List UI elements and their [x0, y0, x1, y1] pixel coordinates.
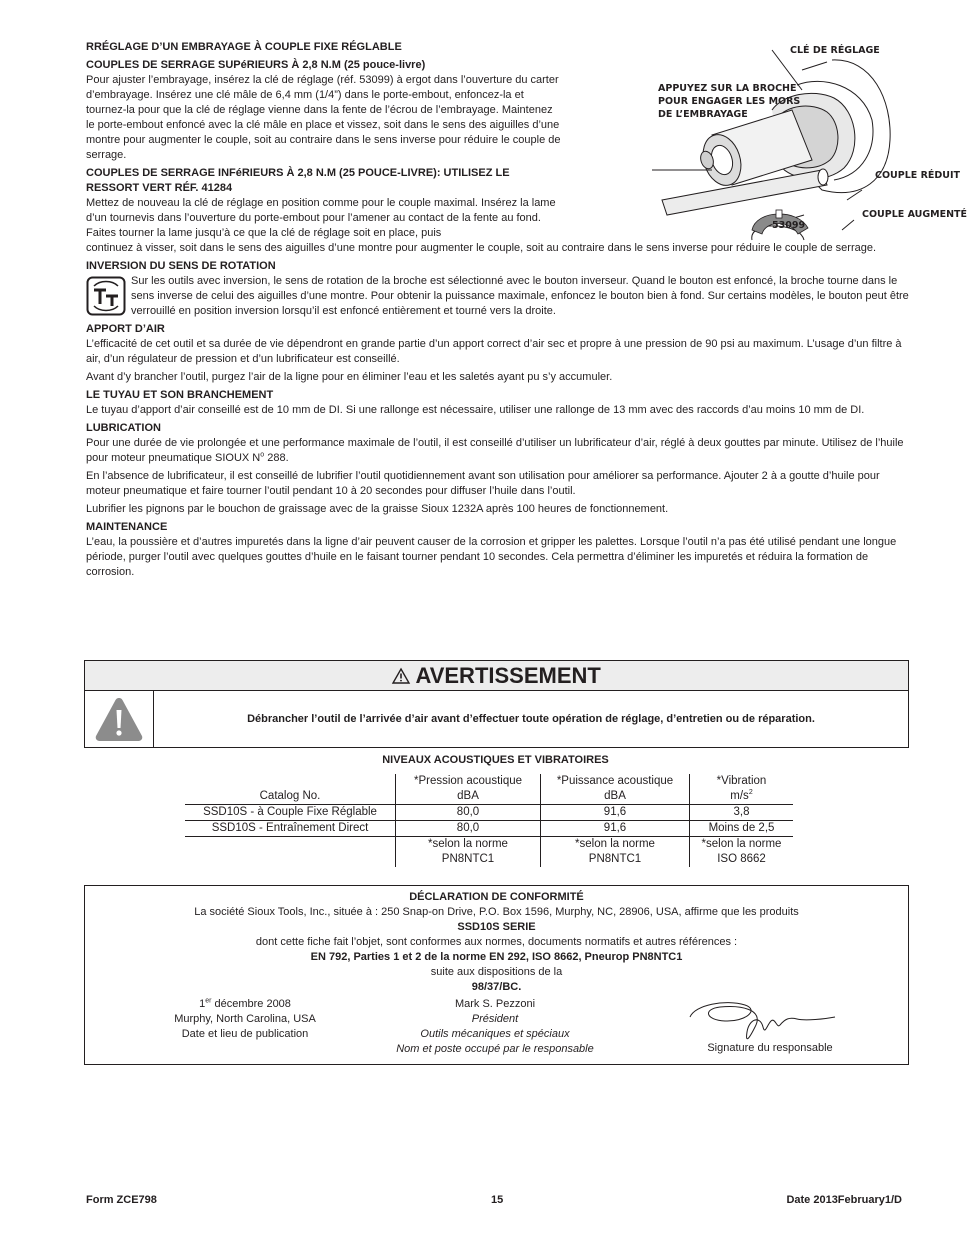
- table-row: [185, 805, 793, 821]
- date-place-column: [140, 997, 350, 1042]
- hose-paragraph: Le tuyau d’apport d’air conseillé est de 10 mm de DI. Si une rallonge est nécessaire, utiliser une rallonge de 13 mm avec des raccords d’au moins 10 mm de DI.: [86, 404, 865, 416]
- responsible-label: Nom et poste occupé par le responsable: [396, 1043, 594, 1055]
- header-catalog: Catalog No.: [259, 790, 321, 802]
- adjust-subtitle-low: COUPLES DE SERRAGE INFéRIEURS À 2,8 N.M (25 POUCE-LIVRE): UTILISEZ LE RESSORT VERT RÉF. 41284: [86, 167, 510, 194]
- declaration-product: SSD10S SERIE: [457, 921, 536, 933]
- table-cell: SSD10S - à Couple Fixe Réglable: [185, 805, 396, 821]
- table-cell: *selon la norme ISO 8662: [690, 837, 794, 868]
- issue-date: 1er décembre 2008: [199, 997, 291, 1010]
- air-paragraph-1: L’efficacité de cet outil et sa durée de vie dépendront en grande partie d’un apport correct d’air sec et propre à une pression de 90 psi au maximum. L’usage d’un filtre à air, d’un régulateur de pression et d’un lubrificateur est conseillé.: [86, 338, 902, 365]
- declaration-line-3: dont cette fiche fait l’objet, sont conformes aux normes, documents normatifs et autres références :: [255, 936, 738, 948]
- norms-row: [185, 837, 793, 868]
- clutch-diagram: [572, 40, 968, 240]
- adjust-subtitle-high: COUPLES DE SERRAGE SUPéRIEURS À 2,8 N.M (25 pouce-livre): [86, 59, 426, 71]
- date-place-label: Date et lieu de publication: [181, 1028, 309, 1040]
- lubrication-paragraph-2: En l’absence de lubrificateur, il est conseillé de lubrifier l’outil quotidiennement avant son utilisation pour améliorer sa performance. Ajouter 2 à a goutte d’huile pour moteur pneumatique et faire tourner l’outil pendant 10 à 20 secondes pour diffuser l’huile dans l’outil.: [86, 470, 880, 497]
- responsible-name: Mark S. Pezzoni: [454, 998, 536, 1010]
- reversing-title: INVERSION DU SENS DE ROTATION: [86, 260, 276, 272]
- warning-header: [85, 661, 908, 691]
- declaration-title: DÉCLARATION DE CONFORMITÉ: [409, 891, 584, 903]
- reversing-section: [86, 259, 909, 319]
- diagram-part-number: 53099: [772, 220, 806, 231]
- reversing-text: Sur les outils avec inversion, le sens de rotation de la broche est sélectionné avec le bouton inverseur. Quand le bouton est enfoncé, la broche tourne dans le sens inverse de celui des aiguilles d’une montre. Pour obtenir la puissance maximale, enfoncez le bouton bien à fond. Sur certains modèles, le bouton peut être verrouillé en position inversion lorsqu’il est enfoncé entièrement et tourné vers la droite.: [131, 275, 909, 317]
- responsible-role: Président: [471, 1013, 519, 1025]
- lubrication-section: [86, 421, 909, 517]
- table-cell: Moins de 2,5: [690, 821, 794, 837]
- handwritten-signature: [685, 997, 855, 1047]
- declaration-directive: 98/37/BC.: [471, 981, 522, 993]
- adjust-paragraph-high: Pour ajuster l’embrayage, insérez la clé de réglage (réf. 53099) à ergot dans l’ouverture du carter d’embrayage. Insérez une clé mâle de 6,4 mm (1/4”) dans le porte-embout, enfoncez-la et tournez-la pour que la clé de réglage vienne dans la fente de l’écrou de l’embrayage. Maintenez le porte-embout enfoncé avec la clé mâle en place et vissez, soit dans le sens des aiguilles d’une montre pour augmenter le couple, soit au contraire dans le sens inverse pour réduire le couple de serrage.: [86, 74, 561, 161]
- signature-label: Signature du responsable: [707, 1042, 833, 1054]
- main-content: [86, 40, 968, 583]
- acoustic-table: [185, 774, 793, 867]
- header-pressure: *Pression acoustique dBA: [396, 774, 541, 805]
- diagram-increased-label: COUPLE AUGMENTÉ: [862, 209, 968, 220]
- lubrication-title: LUBRICATION: [86, 422, 161, 434]
- air-paragraph-2: Avant d’y brancher l’outil, purgez l’air de la ligne pour en éliminer l’eau et les saletés ayant pu s’y accumuler.: [86, 371, 613, 383]
- table-cell: [185, 837, 396, 868]
- clutch-illustration: [572, 40, 912, 240]
- declaration-line-5: suite aux dispositions de la: [430, 966, 563, 978]
- table-cell: 91,6: [541, 821, 690, 837]
- hose-section: [86, 388, 909, 418]
- diagram-push-label: APPUYEZ SUR LA BROCHE POUR ENGAGER LES MORS DE L’EMBRAYAGE: [658, 83, 801, 120]
- warning-triangle-icon: [392, 668, 410, 684]
- footer-form: Form ZCE798: [86, 1194, 157, 1206]
- header-power: *Puissance acoustique dBA: [541, 774, 690, 805]
- declaration-line-1: La société Sioux Tools, Inc., située à : 250 Snap-on Drive, P.O. Box 1596, Murphy, NC, 28906, USA, affirme que les produits: [194, 906, 799, 918]
- lubrication-paragraph-1: Pour une durée de vie prolongée et une performance maximale de l’outil, il est conseillé d’utiliser un lubrificateur d’air, réglé à deux gouttes par minute. Utilisez de l’huile pour moteur pneumatique SIOUX $N^o$ 288.: [86, 437, 904, 464]
- table-cell: 80,0: [396, 821, 541, 837]
- signature-column: [670, 997, 870, 1056]
- warning-icon-cell: [85, 691, 154, 747]
- warning-text: Débrancher l’outil de l’arrivée d’air avant d’effectuer toute opération de réglage, d’entretien ou de réparation.: [247, 712, 815, 725]
- reverse-button-icon: [86, 276, 126, 316]
- diagram-reduced-label: COUPLE RÉDUIT: [875, 170, 960, 181]
- air-title: APPORT D’AIR: [86, 323, 165, 335]
- table-row: [185, 821, 793, 837]
- maintenance-paragraph: L’eau, la poussière et d’autres impuretés dans la ligne d’air peuvent causer de la corrosion et gripper les palettes. Lorsque l’outil n’a pas été utilisé pendant une longue période, purger l’outil avec quelques gouttes d’huile en le faisant tourner pendant 10 secondes. Cela permettra d’éliminer les impuretés et réduira la formation de corrosion.: [86, 536, 897, 578]
- responsible-column: [375, 997, 615, 1057]
- responsible-department: Outils mécaniques et spéciaux: [420, 1028, 570, 1040]
- declaration-standards: EN 792, Parties 1 et 2 de la norme EN 292, ISO 8662, Pneurop PN8NTC1: [310, 951, 683, 963]
- table-cell: SSD10S - Entraînement Direct: [185, 821, 396, 837]
- lubrication-paragraph-3: Lubrifier les pignons par le bouchon de graissage avec de la graisse Sioux 1232A après 100 heures de fonctionnement.: [86, 503, 669, 515]
- acoustic-title: NIVEAUX ACOUSTIQUES ET VIBRATOIRES: [382, 754, 609, 766]
- table-cell: 80,0: [396, 805, 541, 821]
- acoustic-header-row: [185, 774, 793, 805]
- footer-page-number: 15: [491, 1194, 504, 1206]
- adjust-paragraph-low: Mettez de nouveau la clé de réglage en position comme pour le couple maximal. Insérez la lame d’un tournevis dans l’ouverture du porte-embout pour l’amener au contact de la fente au fond. Faites tourner la lame jusqu’à ce que la clé de réglage soit en place, puis: [86, 197, 556, 239]
- air-section: [86, 322, 909, 385]
- table-cell: 91,6: [541, 805, 690, 821]
- header-vibration: *Vibration $m/s^2$: [690, 774, 794, 805]
- footer-date: Date 2013February1/D: [786, 1194, 902, 1206]
- table-cell: 3,8: [690, 805, 794, 821]
- adjust-section: [86, 40, 564, 241]
- warning-box: [84, 660, 909, 748]
- warning-title: AVERTISSEMENT: [415, 663, 601, 688]
- issue-place: Murphy, North Carolina, USA: [174, 1013, 316, 1025]
- adjust-paragraph-low-cont: continuez à visser, soit dans le sens des aiguilles d’une montre pour augmenter le couple, soit au contraire dans le sens inverse pour réduire le couple de serrage.: [86, 242, 877, 254]
- adjust-title: RRÉGLAGE D’UN EMBRAYAGE À COUPLE FIXE RÉGLABLE: [86, 41, 402, 53]
- table-cell: *selon la norme PN8NTC1: [396, 837, 541, 868]
- diagram-key-label: CLÉ DE RÉGLAGE: [790, 45, 880, 56]
- hose-title: LE TUYAU ET SON BRANCHEMENT: [86, 389, 274, 401]
- maintenance-title: MAINTENANCE: [86, 521, 168, 533]
- maintenance-section: [86, 520, 909, 580]
- table-cell: *selon la norme PN8NTC1: [541, 837, 690, 868]
- declaration-box: [84, 885, 909, 1065]
- exclamation-warning-icon: [94, 696, 144, 742]
